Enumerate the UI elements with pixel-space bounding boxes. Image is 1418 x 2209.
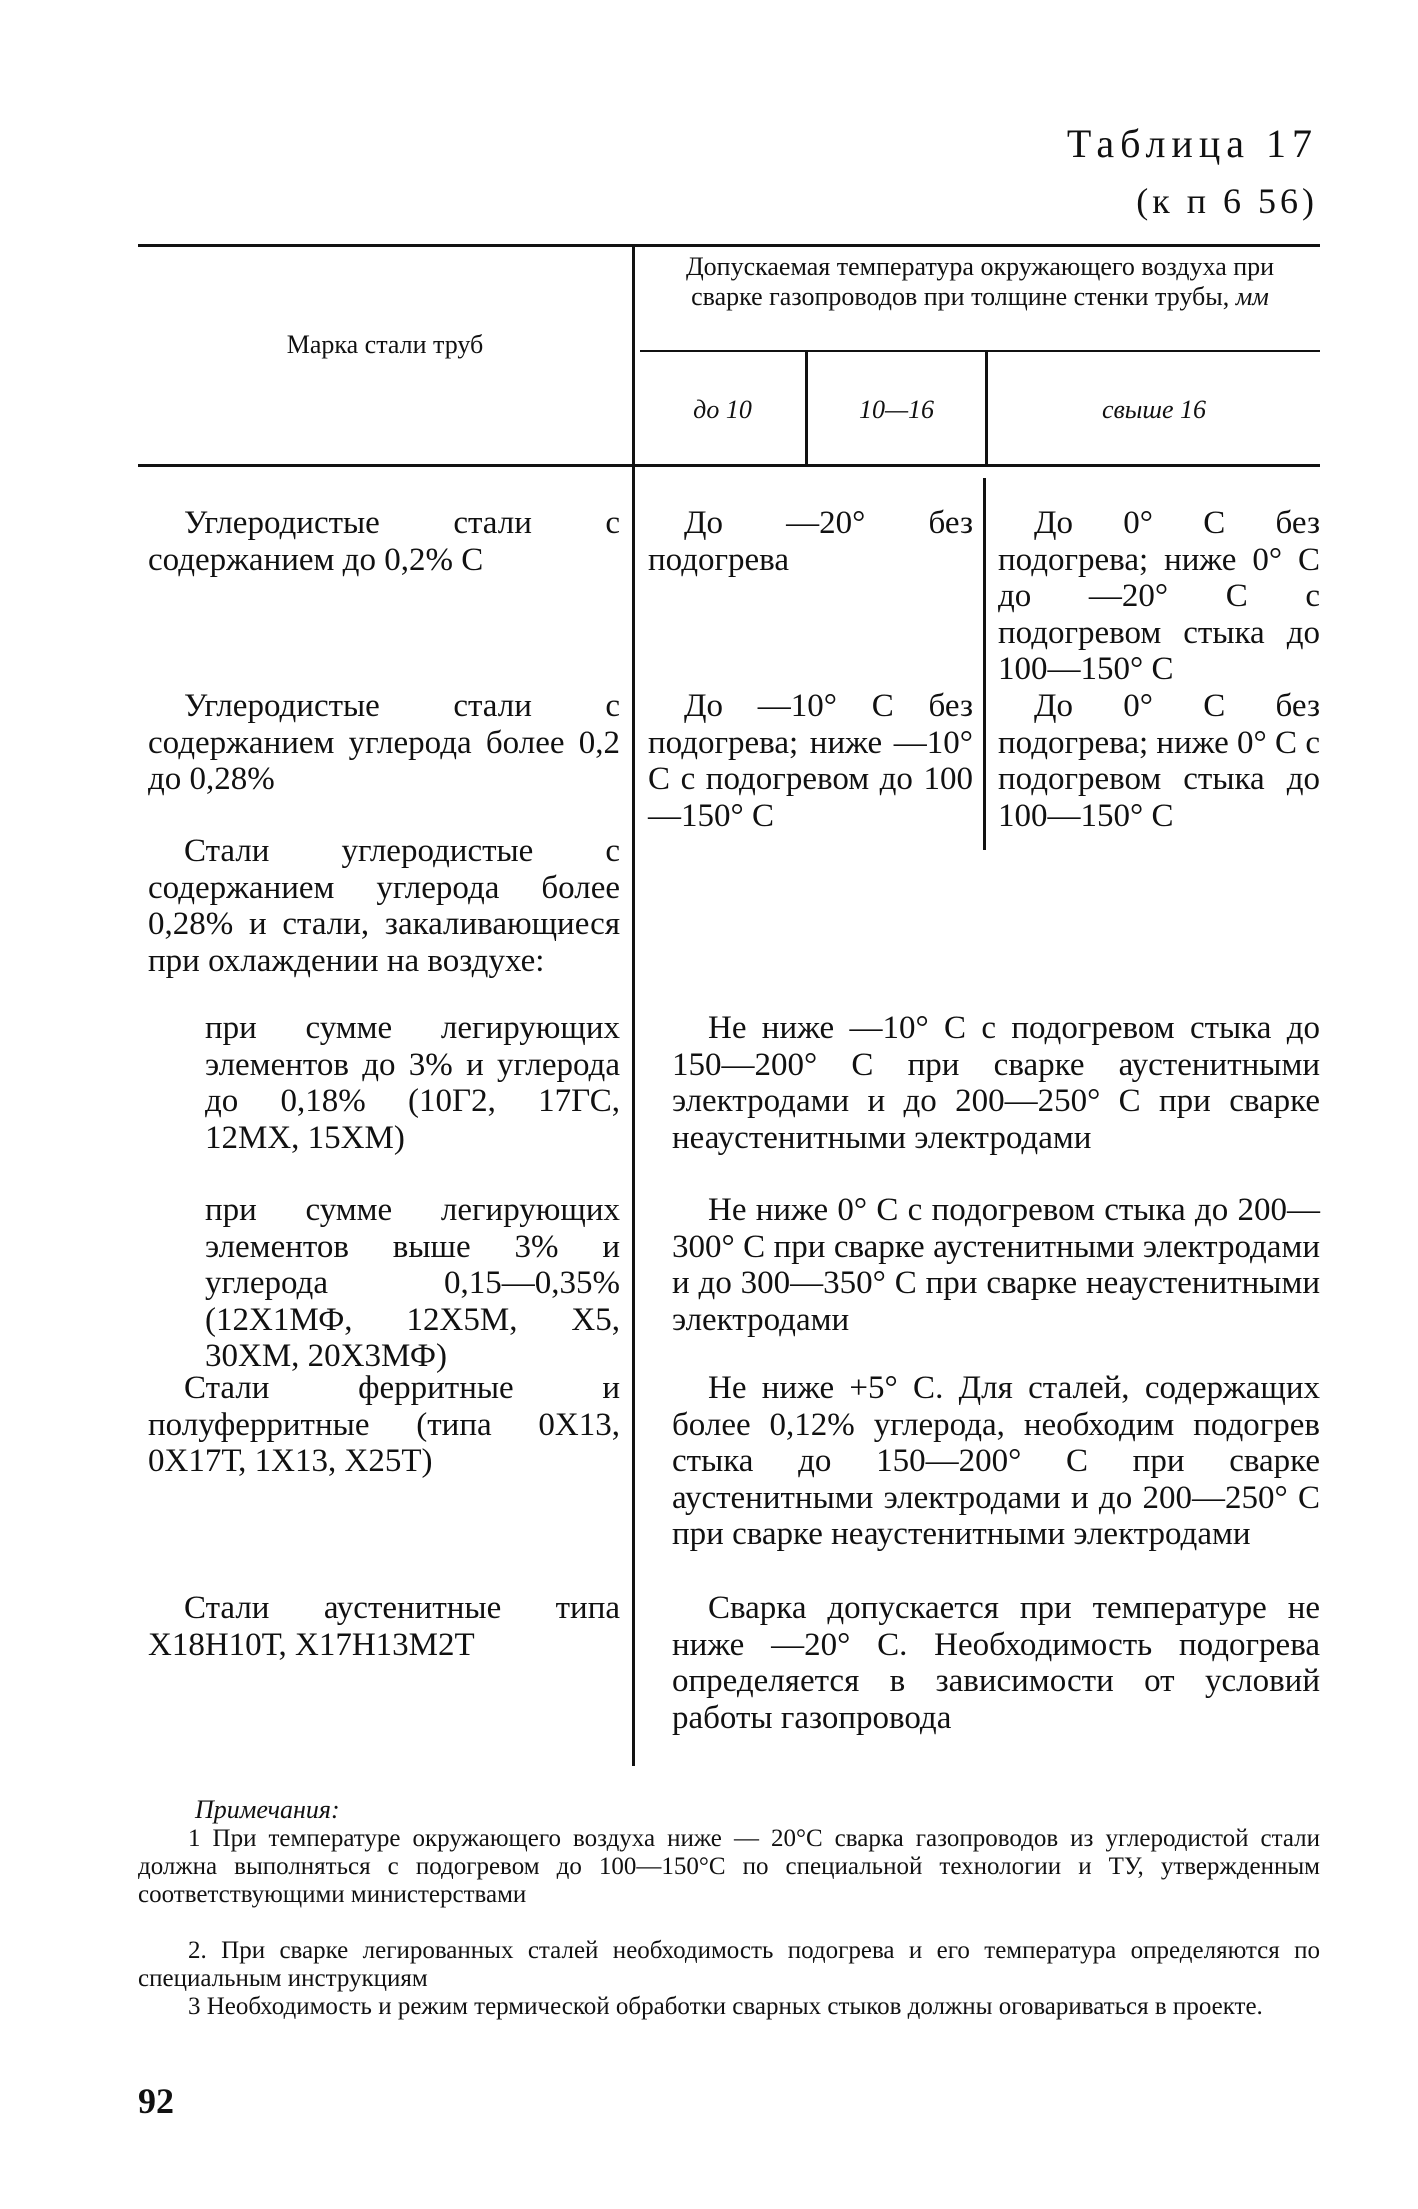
header-temp-unit: мм xyxy=(1235,282,1269,311)
note-1: 1 При температуре окружающего воздуха ниже — 20°С сварка газопроводов из углеродистой стали должна выполняться с подогревом до 100—150°С по специальной технологии и ТУ, утвержденным соответствующими министерствами xyxy=(138,1825,1320,1908)
body-column-divider xyxy=(983,478,986,850)
header-bottom-rule xyxy=(138,464,1320,467)
row4-temp: Не ниже +5° С. Для сталей, содержащих более 0,12% углерода, необходим подогрев стыка до 150—200° С при сварке аустенитными электродами и до 200—250° С при сварке неаустенитными электродами xyxy=(672,1370,1320,1552)
header-temp-text: Допускаемая температура окружающего воздуха при сварке газопроводов при толщине стенки трубы, xyxy=(685,252,1275,311)
row4-steel: Стали ферритные и полуферритные (типа 0Х13, 0Х17Т, 1Х13, Х25Т) xyxy=(148,1370,620,1479)
row1-temp-thick: До 0° С без подогрева; ниже 0° С до —20° С с подогревом стыка до 100—150° С xyxy=(998,505,1320,687)
notes-title: Примечания: xyxy=(195,1795,340,1824)
table-reference: (к п 6 56) xyxy=(1136,181,1318,221)
table-top-rule xyxy=(138,244,1320,247)
subheader-10-16: 10—16 xyxy=(858,395,935,424)
row2-steel: Углеродистые стали с содержанием углерода более 0,2 до 0,28% xyxy=(148,688,620,797)
table-title: Таблица 17 xyxy=(1066,121,1318,166)
row5-steel: Стали аустенитные типа Х18Н10Т, Х17Н13М2Т xyxy=(148,1590,620,1663)
row5-temp: Сварка допускается при температуре не ниже —20° С. Необходимость подогрева определяется в зависимости от условий работы газопровода xyxy=(672,1590,1320,1736)
row2-temp-thin: До —10° С без подогрева; ниже —10° С с подогревом до 100—150° С xyxy=(648,688,973,834)
subheader-up-to-10: до 10 xyxy=(693,395,752,424)
row3a-temp: Не ниже —10° С с подогревом стыка до 150—200° С при сварке аустенитными электродами и до 200—250° С при сварке неаустенитными электродами xyxy=(672,1010,1320,1156)
row3b-temp: Не ниже 0° С с подогревом стыка до 200—300° С при сварке аустенитными электродами и до 300—350° С при сварке неаустенитными электродами xyxy=(672,1192,1320,1338)
subheader-over-16: свыше 16 xyxy=(1101,395,1207,424)
header-temp-group xyxy=(650,252,1310,312)
main-column-divider xyxy=(632,246,635,1766)
row1-steel: Углеродистые стали с содержанием до 0,2% С xyxy=(148,505,620,578)
note-3: 3 Необходимость и режим термической обработки сварных стыков должны оговариваться в проекте. xyxy=(188,1993,1263,2020)
page-number: 92 xyxy=(138,2081,174,2121)
row1-temp-thin: До —20° без подогрева xyxy=(648,505,973,578)
header-mid-rule xyxy=(640,350,1320,352)
row3b-steel: при сумме легирующих элементов выше 3% и углерода 0,15—0,35% (12Х1МФ, 12Х5М, Х5, 30ХМ, 20Х3МФ) xyxy=(205,1192,620,1374)
header-steel-grade: Марка стали труб xyxy=(286,330,484,359)
note-2: 2. При сварке легированных сталей необходимость подогрева и его температура определяются по специальным инструкциям xyxy=(138,1937,1320,1992)
row2-temp-thick: До 0° С без подогрева; ниже 0° С с подогревом стыка до 100—150° С xyxy=(998,688,1320,834)
row3a-steel: при сумме легирующих элементов до 3% и углерода до 0,18% (10Г2, 17ГС, 12МХ, 15ХМ) xyxy=(205,1010,620,1156)
row3-steel-intro: Стали углеродистые с содержанием углерода более 0,28% и стали, закаливающиеся при охлаждении на воздухе: xyxy=(148,833,620,979)
